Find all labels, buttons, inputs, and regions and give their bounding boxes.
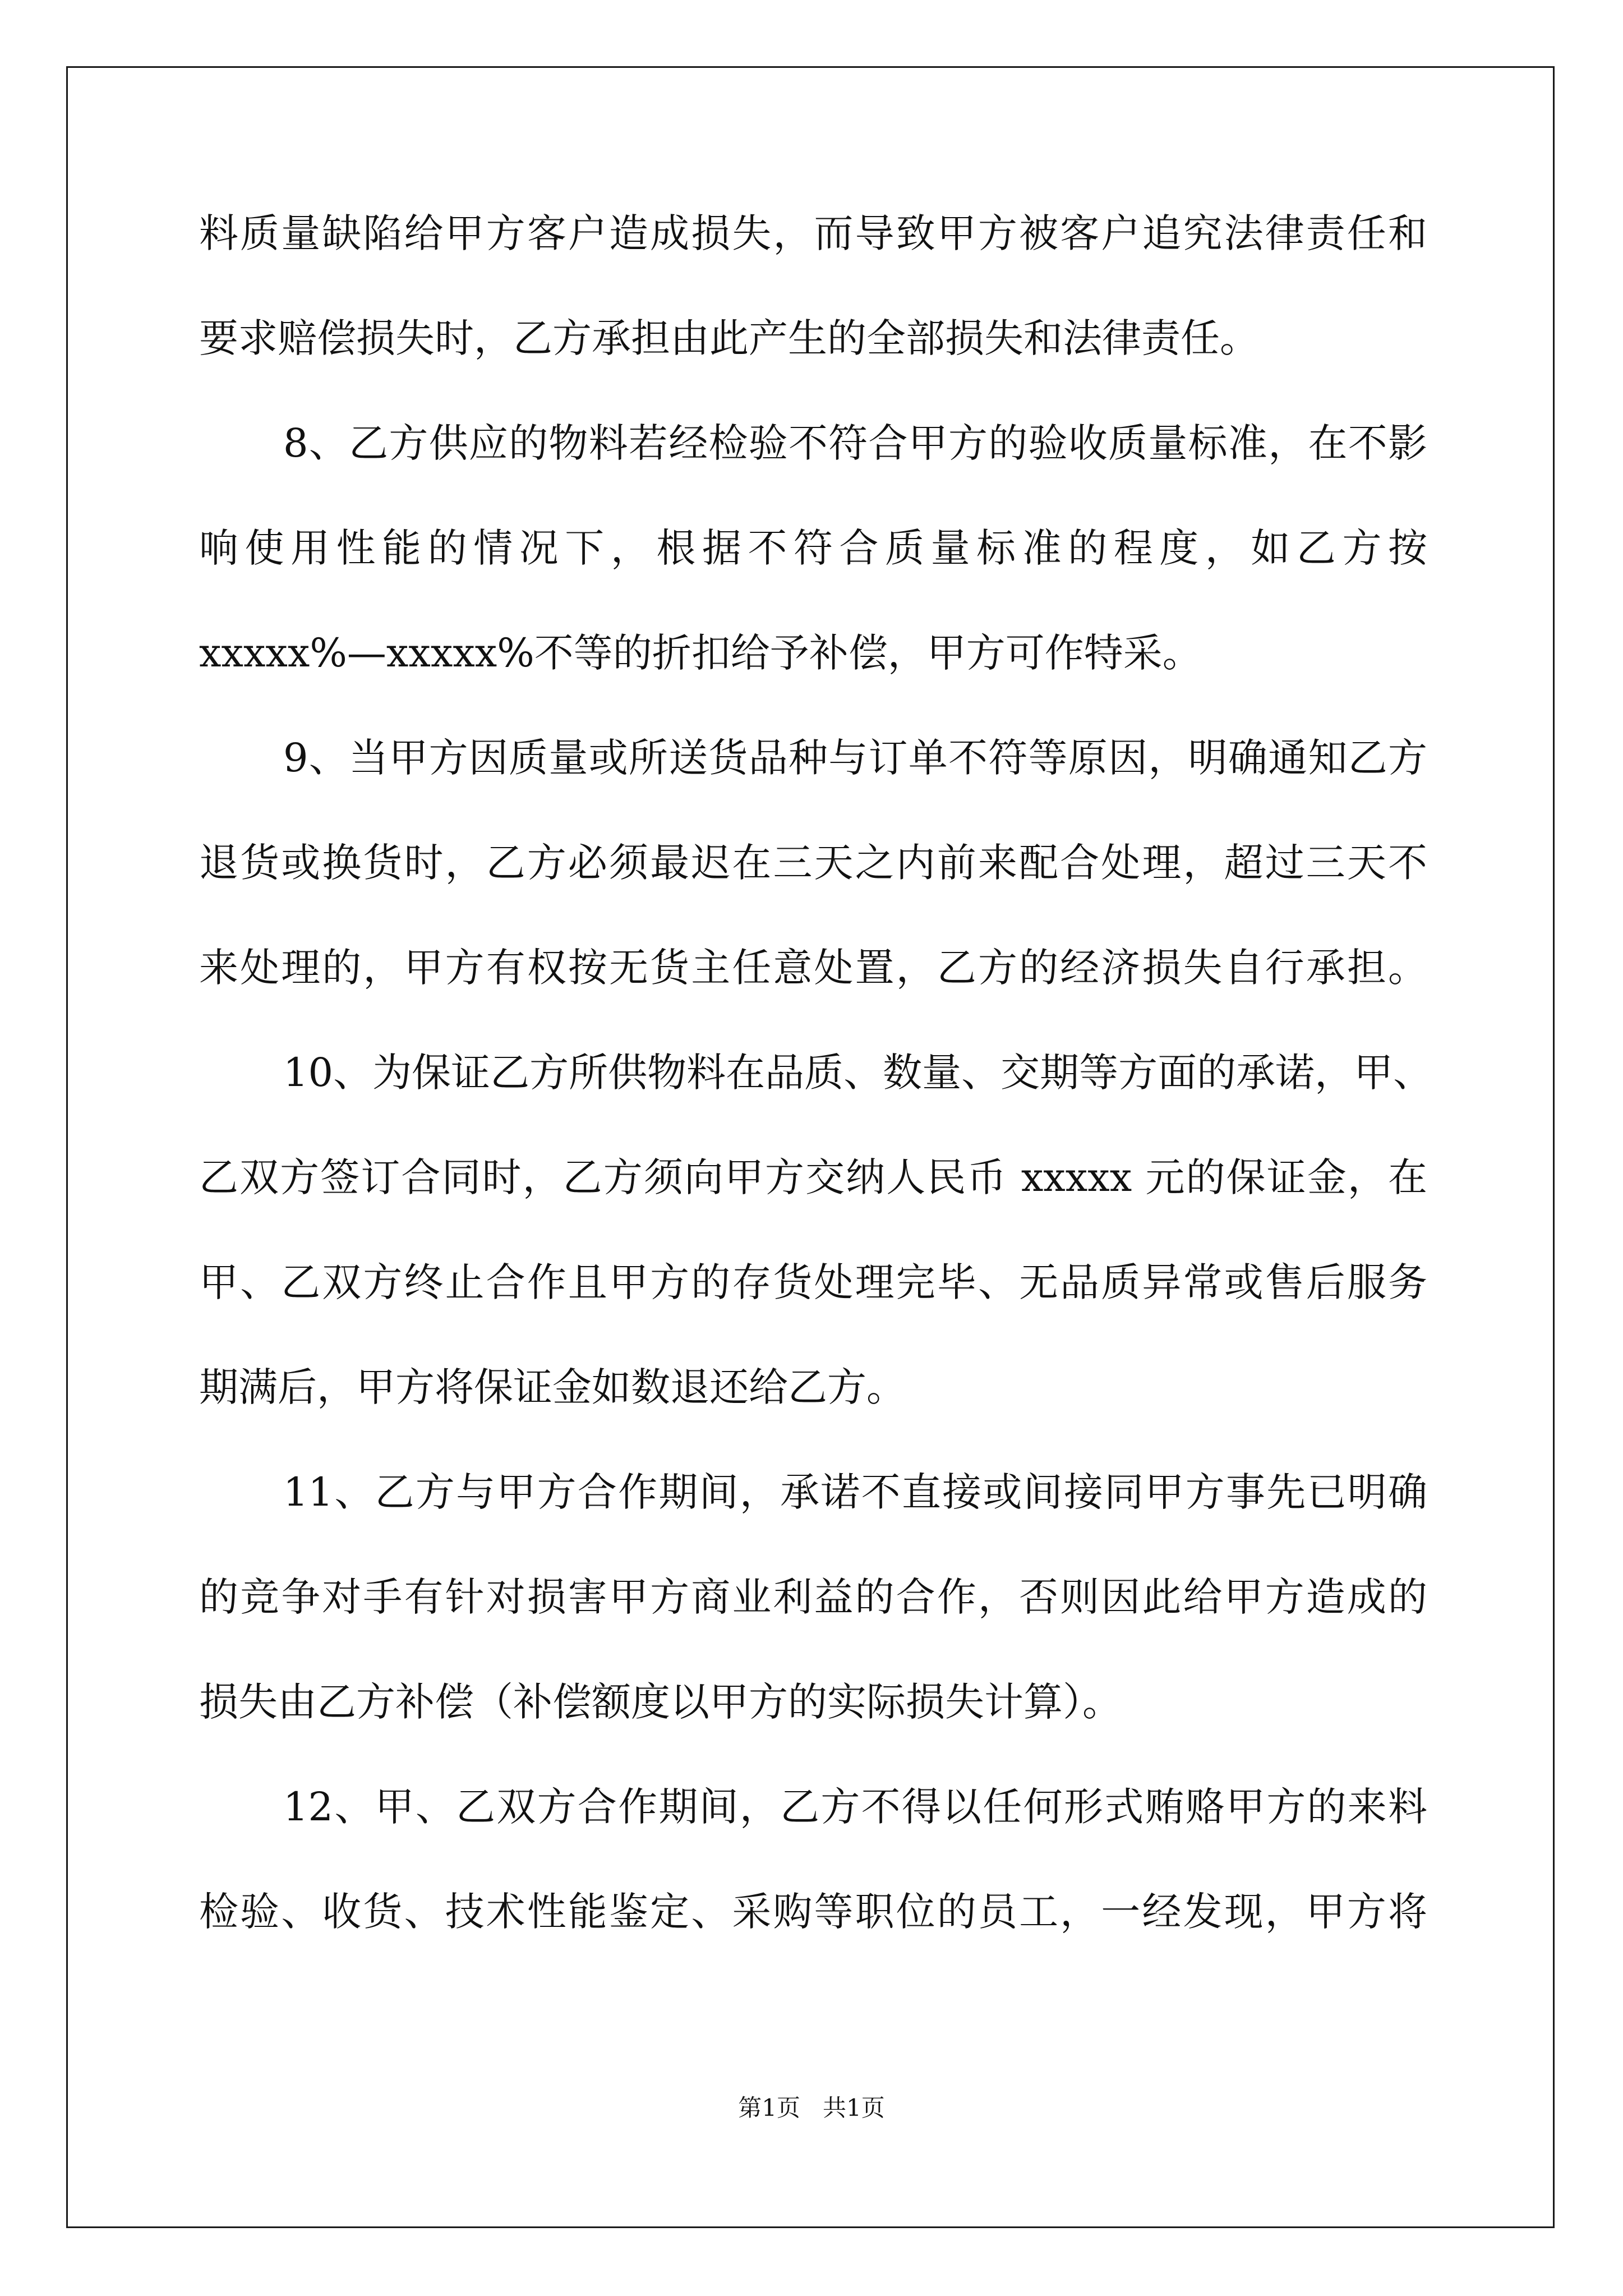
text-line: 退货或换货时，乙方必须最迟在三天之内前来配合处理，超过三天不 [199, 840, 1427, 886]
text-line: 甲、乙双方终止合作且甲方的存货处理完毕、无品质异常或售后服务 [199, 1259, 1427, 1305]
text-line: 响使用性能的情况下，根据不符合质量标准的程度，如乙方按 [199, 525, 1427, 571]
text-line: 要求赔偿损失时，乙方承担由此产生的全部损失和法律责任。 [199, 315, 1259, 361]
text-line: 的竞争对手有针对损害甲方商业利益的合作，否则因此给甲方造成的 [199, 1574, 1427, 1620]
paragraph-9-line: 9、当甲方因质量或所送货品种与订单不符等原因，明确通知乙方 [283, 735, 1427, 781]
text-line: 料质量缺陷给甲方客户造成损失，而导致甲方被客户追究法律责任和 [199, 210, 1427, 256]
text-line: 检验、收货、技术性能鉴定、采购等职位的员工，一经发现，甲方将 [199, 1889, 1427, 1935]
text-line: 乙双方签订合同时，乙方须向甲方交纳人民币 xxxxx 元的保证金，在 [199, 1154, 1427, 1200]
text-line: 损失由乙方补偿（补偿额度以甲方的实际损失计算）。 [199, 1679, 1122, 1725]
paragraph-12-line: 12、甲、乙双方合作期间，乙方不得以任何形式贿赂甲方的来料 [283, 1784, 1427, 1830]
text-line: 期满后，甲方将保证金如数退还给乙方。 [199, 1364, 906, 1410]
paragraph-11-line: 11、乙方与甲方合作期间，承诺不直接或间接同甲方事先已明确 [283, 1469, 1427, 1515]
text-line: xxxxx%—xxxxx%不等的折扣给予补偿，甲方可作特采。 [199, 630, 1202, 676]
text-line: 来处理的，甲方有权按无货主任意处置，乙方的经济损失自行承担。 [199, 945, 1427, 991]
paragraph-8-line: 8、乙方供应的物料若经检验不符合甲方的验收质量标准，在不影 [283, 420, 1427, 466]
paragraph-10-line: 10、为保证乙方所供物料在品质、数量、交期等方面的承诺，甲、 [283, 1050, 1433, 1096]
page-number-footer: 第1页 共1页 [738, 2094, 885, 2122]
